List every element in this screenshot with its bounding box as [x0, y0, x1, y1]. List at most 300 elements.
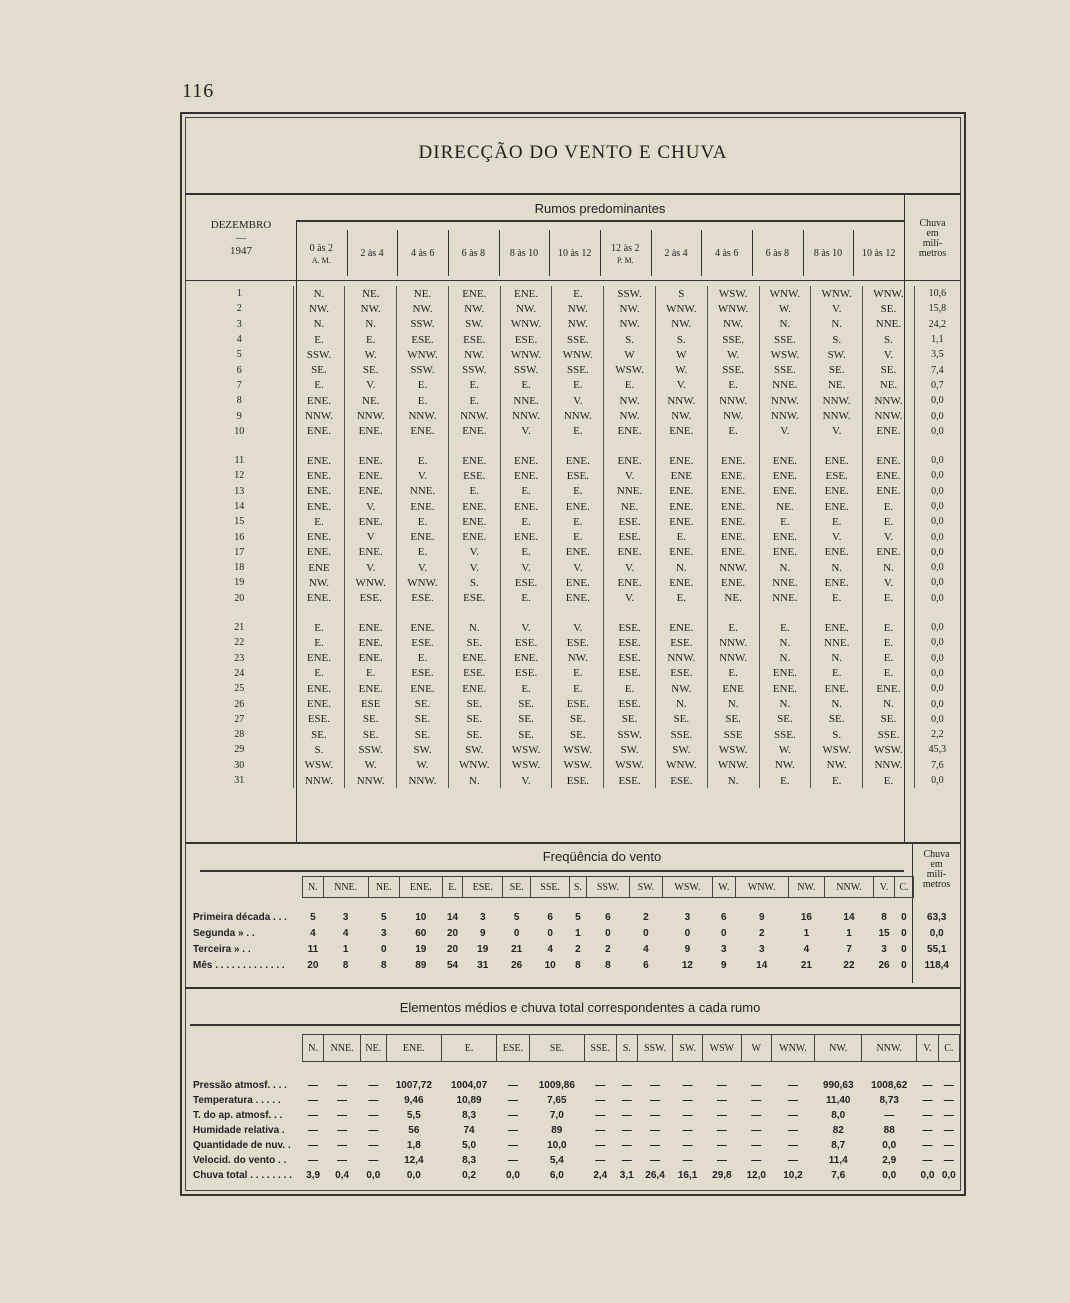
- day-cell: 27: [234, 713, 245, 725]
- direction-cell: V.: [448, 560, 500, 575]
- gap-cell: [186, 606, 293, 620]
- value-cell: 26,4: [645, 1169, 665, 1181]
- direction-cell: ENE.: [448, 529, 500, 544]
- direction-cell: ENE.: [552, 591, 604, 606]
- table-row: [190, 926, 960, 942]
- direction-cell: NNW.: [293, 773, 345, 788]
- value-cell: 20: [307, 960, 319, 971]
- rain-cell: 3,5: [914, 347, 960, 362]
- direction-cell: ESE.: [552, 696, 604, 711]
- value-cell: —: [308, 1124, 319, 1136]
- value-cell: 5,0: [462, 1139, 477, 1151]
- direction-cell: NW.: [655, 317, 707, 332]
- direction-cell: E.: [500, 484, 552, 499]
- value-cell: 9: [684, 944, 691, 955]
- direction-cell: ESE.: [500, 575, 552, 590]
- value-cell: 12,4: [404, 1154, 424, 1166]
- hour-header: 6 às 8: [765, 248, 789, 259]
- title-divider: [185, 193, 961, 195]
- elem-dir-header: W: [741, 1035, 771, 1062]
- hour-header: 0 às 2: [309, 243, 333, 254]
- table-row: [186, 712, 960, 727]
- rain-cell: 0,0: [914, 453, 960, 468]
- value-cell: —: [368, 1109, 379, 1121]
- direction-cell: E.: [500, 514, 552, 529]
- gap-cell: [707, 606, 759, 620]
- direction-cell: ENE.: [655, 514, 707, 529]
- direction-cell: NNW.: [811, 408, 863, 423]
- rain-cell: 15,8: [914, 301, 960, 316]
- direction-cell: S.: [448, 575, 500, 590]
- elem-label-header: [190, 1035, 303, 1062]
- value-cell: 1004,07: [450, 1079, 488, 1091]
- direction-cell: NNW.: [759, 393, 811, 408]
- value-cell: —: [716, 1109, 727, 1121]
- direction-cell: N.: [707, 696, 759, 711]
- direction-cell: ENE.: [448, 453, 500, 468]
- direction-cell: NE.: [604, 499, 656, 514]
- value-cell: —: [751, 1154, 762, 1166]
- direction-cell: ESE.: [655, 666, 707, 681]
- day-cell: 20: [234, 592, 245, 604]
- direction-cell: NNE.: [759, 591, 811, 606]
- direction-cell: WNW.: [707, 758, 759, 773]
- value-cell: 8,3: [462, 1109, 477, 1121]
- value-cell: 3,1: [619, 1169, 634, 1181]
- table-row: [186, 286, 960, 301]
- rain-header-line: Chuva: [919, 218, 946, 229]
- direction-cell: E.: [448, 484, 500, 499]
- direction-cell: WNW.: [863, 286, 915, 301]
- direction-cell: NNE.: [811, 635, 863, 650]
- direction-cell: WNW.: [552, 347, 604, 362]
- value-cell: 8,0: [831, 1109, 846, 1121]
- direction-cell: NNW.: [811, 393, 863, 408]
- value-cell: 21: [800, 960, 812, 971]
- direction-cell: NW.: [552, 317, 604, 332]
- value-cell: 2,9: [882, 1154, 897, 1166]
- direction-cell: ENE.: [604, 545, 656, 560]
- value-cell: 5,4: [549, 1154, 564, 1166]
- direction-cell: E.: [604, 378, 656, 393]
- direction-cell: WSW.: [604, 362, 656, 377]
- value-cell: —: [621, 1154, 632, 1166]
- value-cell: —: [787, 1109, 798, 1121]
- direction-cell: WSW.: [707, 286, 759, 301]
- direction-cell: W.: [397, 758, 449, 773]
- freq-dir-header: WSW.: [662, 877, 712, 898]
- value-cell: 7,6: [831, 1169, 846, 1181]
- direction-cell: ENE.: [448, 514, 500, 529]
- direction-cell: W.: [759, 301, 811, 316]
- spacer-row: [190, 898, 960, 910]
- gap-cell: [914, 606, 960, 620]
- value-cell: —: [308, 1094, 319, 1106]
- elem-dir-header: C.: [938, 1035, 959, 1062]
- elem-dir-header: N.: [303, 1035, 324, 1062]
- elem-dir-header: SSW.: [637, 1035, 672, 1062]
- direction-cell: ESE.: [604, 620, 656, 635]
- value-cell: 12,0: [746, 1169, 766, 1181]
- rain-cell: 0,0: [914, 560, 960, 575]
- hour-divider: [499, 230, 500, 276]
- direction-cell: ENE.: [345, 681, 397, 696]
- direction-cell: ENE.: [811, 484, 863, 499]
- hour-header: 10 às 12: [557, 248, 592, 259]
- direction-cell: V.: [604, 560, 656, 575]
- direction-cell: ESE.: [448, 468, 500, 483]
- table-row: [186, 301, 960, 316]
- freq-dir-header: C.: [894, 877, 913, 898]
- day-cell: 23: [234, 652, 245, 664]
- value-cell: —: [716, 1124, 727, 1136]
- direction-cell: WSW.: [552, 758, 604, 773]
- direction-cell: ESE: [345, 696, 397, 711]
- table-row: [186, 393, 960, 408]
- direction-cell: ENE.: [655, 484, 707, 499]
- table-row: [190, 910, 960, 926]
- direction-cell: E.: [655, 529, 707, 544]
- gap-cell: [914, 439, 960, 453]
- rain-cell: 10,6: [914, 286, 960, 301]
- value-cell: 9: [479, 928, 486, 939]
- value-cell: 29,8: [712, 1169, 732, 1181]
- value-cell: 8: [881, 912, 887, 923]
- direction-cell: ENE.: [863, 484, 915, 499]
- value-cell: 10,89: [456, 1094, 482, 1106]
- direction-cell: E.: [552, 484, 604, 499]
- direction-cell: ESE.: [397, 332, 449, 347]
- direction-cell: SE.: [345, 727, 397, 742]
- direction-cell: V.: [811, 301, 863, 316]
- direction-cell: E.: [707, 378, 759, 393]
- direction-cell: ESE.: [397, 666, 449, 681]
- hour-header: 12 às 2: [611, 243, 640, 254]
- value-cell: —: [507, 1139, 518, 1151]
- freq-dir-header: ESE.: [463, 877, 503, 898]
- value-cell: 5: [380, 912, 387, 923]
- value-cell: —: [507, 1109, 518, 1121]
- hour-subheader: P. M.: [616, 256, 634, 265]
- direction-cell: SE.: [655, 712, 707, 727]
- value-cell: —: [595, 1154, 606, 1166]
- direction-cell: ESE.: [397, 635, 449, 650]
- value-cell: 0,4: [335, 1169, 350, 1181]
- value-cell: 16: [800, 912, 812, 923]
- direction-cell: V.: [552, 393, 604, 408]
- direction-cell: E.: [293, 666, 345, 681]
- value-cell: 0,2: [462, 1169, 477, 1181]
- direction-cell: SE.: [604, 712, 656, 727]
- direction-cell: V.: [863, 347, 915, 362]
- direction-cell: V.: [345, 499, 397, 514]
- value-cell: —: [716, 1139, 727, 1151]
- value-cell: 10: [544, 960, 556, 971]
- direction-cell: ESE.: [552, 773, 604, 788]
- direction-cell: ENE.: [604, 575, 656, 590]
- direction-cell: N.: [448, 620, 500, 635]
- value-cell: —: [922, 1109, 933, 1121]
- direction-cell: SSE.: [863, 727, 915, 742]
- value-cell: 89: [551, 1124, 563, 1136]
- direction-cell: ESE.: [604, 773, 656, 788]
- direction-cell: E.: [500, 681, 552, 696]
- table-row: [186, 453, 960, 468]
- freq-dir-header: NNW.: [824, 877, 873, 898]
- direction-cell: ENE.: [448, 286, 500, 301]
- direction-cell: ENE.: [293, 591, 345, 606]
- direction-cell: E.: [759, 620, 811, 635]
- day-cell: 19: [234, 577, 245, 589]
- value-cell: 0,0: [882, 1169, 897, 1181]
- direction-cell: E.: [604, 681, 656, 696]
- day-cell: 17: [234, 546, 245, 558]
- table-row: [186, 499, 960, 514]
- direction-cell: SE.: [500, 712, 552, 727]
- gap-cell: [863, 606, 915, 620]
- direction-cell: E.: [811, 591, 863, 606]
- direction-cell: N.: [759, 696, 811, 711]
- elem-dir-header: SW.: [673, 1035, 703, 1062]
- spacer-cell: [190, 1062, 303, 1078]
- direction-cell: SSW.: [500, 362, 552, 377]
- day-cell: 12: [234, 470, 245, 482]
- direction-cell: NE.: [707, 591, 759, 606]
- value-cell: 20: [446, 944, 459, 955]
- direction-cell: V.: [500, 773, 552, 788]
- direction-cell: ESE.: [293, 712, 345, 727]
- freq-title: Freqüência do vento: [542, 849, 662, 864]
- rumos-header: Rumos predominantes: [534, 201, 666, 216]
- value-cell: —: [943, 1154, 954, 1166]
- direction-cell: E.: [397, 514, 449, 529]
- value-cell: 0: [643, 928, 649, 939]
- value-cell: 88: [883, 1124, 895, 1136]
- value-cell: 1: [803, 928, 810, 939]
- rain-cell: 7,4: [914, 362, 960, 377]
- value-cell: 0,0: [366, 1169, 381, 1181]
- direction-cell: ENE.: [345, 620, 397, 635]
- direction-cell: SE.: [707, 712, 759, 727]
- direction-cell: WNW.: [448, 758, 500, 773]
- direction-cell: ENE.: [293, 545, 345, 560]
- value-cell: 20: [446, 928, 459, 939]
- direction-cell: ENE.: [707, 453, 759, 468]
- direction-cell: ENE.: [448, 651, 500, 666]
- direction-cell: ENE.: [707, 529, 759, 544]
- direction-cell: SSW.: [604, 727, 656, 742]
- rain-cell: 0,0: [914, 408, 960, 423]
- value-cell: 8,73: [879, 1094, 899, 1106]
- direction-cell: NNE.: [500, 393, 552, 408]
- table-row: [190, 1138, 960, 1153]
- direction-cell: SE.: [811, 712, 863, 727]
- direction-cell: SE.: [552, 712, 604, 727]
- value-cell: 6: [643, 960, 649, 971]
- table-row: [190, 1153, 960, 1168]
- value-cell: 3: [721, 944, 727, 955]
- direction-cell: E.: [759, 514, 811, 529]
- direction-cell: S: [655, 286, 707, 301]
- value-cell: —: [787, 1124, 798, 1136]
- direction-cell: NNW.: [500, 408, 552, 423]
- table-row: [186, 362, 960, 377]
- direction-cell: ENE.: [604, 453, 656, 468]
- direction-cell: NE.: [811, 378, 863, 393]
- table-row: [186, 575, 960, 590]
- direction-cell: ENE.: [345, 545, 397, 560]
- direction-cell: SE.: [552, 727, 604, 742]
- direction-cell: ENE.: [707, 484, 759, 499]
- value-cell: 3: [684, 912, 691, 923]
- hour-divider: [347, 230, 348, 276]
- freq-dir-header: SW.: [629, 877, 662, 898]
- direction-cell: SE.: [500, 696, 552, 711]
- direction-cell: SSE.: [552, 362, 604, 377]
- value-cell: 10: [415, 912, 427, 923]
- value-cell: 15: [878, 928, 890, 939]
- value-cell: 3: [881, 944, 887, 955]
- direction-cell: ENE.: [863, 468, 915, 483]
- hour-header: 8 às 10: [813, 248, 843, 259]
- value-cell: —: [943, 1124, 954, 1136]
- direction-cell: SE.: [759, 712, 811, 727]
- table-row: [186, 758, 960, 773]
- day-cell: 10: [234, 425, 245, 437]
- value-cell: —: [682, 1139, 693, 1151]
- gap-cell: [759, 606, 811, 620]
- direction-cell: NW.: [448, 347, 500, 362]
- direction-cell: E.: [759, 773, 811, 788]
- hour-divider: [752, 230, 753, 276]
- direction-cell: ENE.: [655, 453, 707, 468]
- day-cell: 18: [234, 562, 245, 574]
- day-cell: 26: [234, 698, 245, 710]
- direction-cell: NE.: [863, 378, 915, 393]
- row-label: T. do ap. atmosf. . .: [193, 1109, 283, 1121]
- direction-cell: SSW.: [293, 347, 345, 362]
- table-row: [186, 666, 960, 681]
- value-cell: 56: [408, 1124, 420, 1136]
- direction-cell: S.: [293, 742, 345, 757]
- value-cell: 26: [511, 960, 523, 971]
- direction-cell: NNW.: [552, 408, 604, 423]
- table-row: [186, 545, 960, 560]
- direction-cell: ENE.: [655, 424, 707, 439]
- direction-cell: ESE.: [604, 666, 656, 681]
- direction-cell: WSW.: [500, 758, 552, 773]
- direction-cell: WSW.: [707, 742, 759, 757]
- value-cell: —: [922, 1079, 933, 1091]
- spacer-row: [190, 1062, 960, 1078]
- value-cell: —: [650, 1139, 661, 1151]
- direction-cell: WNW.: [759, 286, 811, 301]
- direction-cell: NNW.: [397, 408, 449, 423]
- day-cell: 21: [234, 622, 245, 634]
- value-cell: 12: [681, 960, 693, 971]
- row-label: Pressão atmosf. . . .: [193, 1079, 287, 1091]
- value-cell: —: [308, 1154, 319, 1166]
- gap-row: [186, 606, 960, 620]
- direction-cell: NW.: [707, 408, 759, 423]
- direction-cell: NNW.: [863, 408, 915, 423]
- direction-cell: N.: [345, 317, 397, 332]
- direction-cell: SSE.: [759, 332, 811, 347]
- rain-cell: 0,0: [914, 591, 960, 606]
- direction-cell: ENE.: [500, 453, 552, 468]
- value-cell: —: [751, 1109, 762, 1121]
- direction-cell: E.: [397, 651, 449, 666]
- direction-cell: WSW.: [811, 742, 863, 757]
- direction-cell: E.: [552, 514, 604, 529]
- value-cell: 0,0: [882, 1139, 897, 1151]
- direction-cell: E.: [863, 773, 915, 788]
- elements-table: [190, 1034, 960, 1183]
- direction-cell: ENE.: [293, 424, 345, 439]
- direction-cell: SE.: [345, 712, 397, 727]
- value-cell: 1: [846, 928, 852, 939]
- direction-cell: E.: [863, 591, 915, 606]
- value-cell: —: [650, 1124, 661, 1136]
- direction-cell: E.: [863, 651, 915, 666]
- rain-header-line: em: [930, 859, 943, 870]
- direction-cell: V.: [552, 620, 604, 635]
- direction-cell: E.: [811, 773, 863, 788]
- direction-cell: SSE.: [759, 727, 811, 742]
- gap-cell: [293, 606, 345, 620]
- gap-cell: [448, 439, 500, 453]
- direction-cell: WNW.: [397, 347, 449, 362]
- value-cell: —: [787, 1079, 798, 1091]
- direction-cell: ENE.: [500, 651, 552, 666]
- direction-cell: E.: [863, 514, 915, 529]
- value-cell: —: [751, 1124, 762, 1136]
- direction-cell: ESE.: [604, 529, 656, 544]
- direction-cell: ESE.: [552, 635, 604, 650]
- gap-cell: [186, 439, 293, 453]
- direction-cell: ENE.: [293, 484, 345, 499]
- table-row: [186, 347, 960, 362]
- direction-cell: SE.: [397, 712, 449, 727]
- value-cell: 2: [643, 912, 649, 923]
- value-cell: —: [943, 1139, 954, 1151]
- gap-cell: [707, 439, 759, 453]
- direction-cell: N.: [759, 560, 811, 575]
- direction-cell: ESE.: [604, 514, 656, 529]
- direction-cell: E.: [345, 666, 397, 681]
- direction-cell: ENE.: [655, 545, 707, 560]
- direction-cell: WNW.: [655, 301, 707, 316]
- direction-cell: NNW.: [707, 560, 759, 575]
- direction-cell: SW.: [397, 742, 449, 757]
- freq-rain-header-cell: [914, 877, 961, 898]
- direction-cell: E.: [552, 286, 604, 301]
- value-cell: —: [621, 1109, 632, 1121]
- rain-cell: 0,0: [914, 620, 960, 635]
- value-cell: —: [787, 1139, 798, 1151]
- value-cell: 1: [575, 928, 581, 939]
- value-cell: 82: [832, 1124, 844, 1136]
- gap-cell: [604, 606, 656, 620]
- value-cell: —: [337, 1079, 348, 1091]
- direction-cell: S.: [811, 727, 863, 742]
- value-cell: 1: [342, 944, 349, 955]
- direction-cell: S.: [655, 332, 707, 347]
- rumos-underline: [296, 220, 904, 222]
- direction-cell: ESE.: [811, 468, 863, 483]
- day-cell: 14: [234, 501, 245, 512]
- direction-cell: ENE.: [397, 424, 449, 439]
